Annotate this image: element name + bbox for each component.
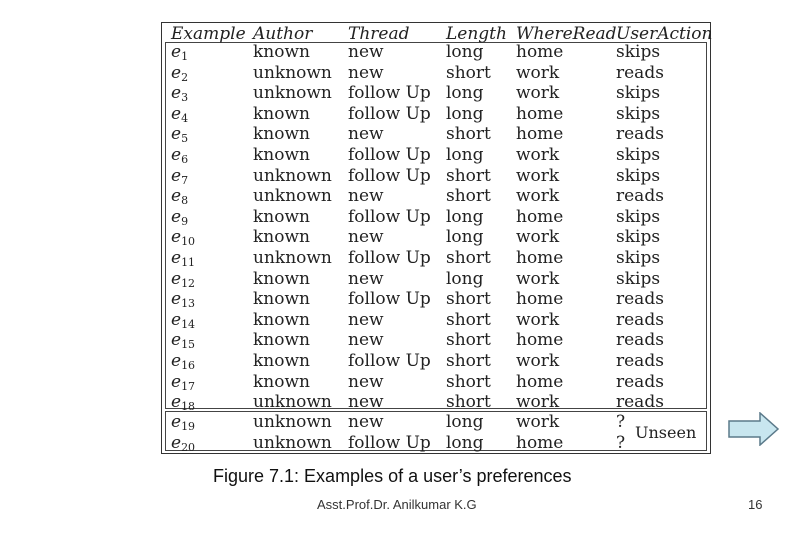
table-row-user-action: reads [616,124,664,145]
unseen-examples-box [165,411,707,451]
unseen-row-example: $e_{19}$ [171,412,196,433]
table-row-length: short [446,289,491,310]
table-row-author: unknown [253,248,332,268]
table-row-where-read: work [516,145,560,165]
table-row-thread: follow Up [348,83,431,104]
table-row-example: $e_3$ [171,83,189,105]
table-row-thread: follow Up [348,289,431,310]
table-row-author: known [253,42,310,62]
unseen-row-user-action: ? [616,433,626,453]
table-row-where-read: work [516,268,560,289]
table-row-author: unknown [253,62,332,83]
table-row-thread: new [348,186,384,207]
table-row-length: short [446,330,491,351]
table-row-example: $e_{17}$ [171,371,196,393]
table-row-user-action: skips [616,248,661,268]
table-row-user-action: skips [616,165,661,186]
table-row-author: unknown [253,392,332,413]
table-row-example: $e_{11}$ [171,248,196,269]
table-row-user-action: skips [616,145,661,165]
table-row-length: long [446,145,484,165]
table-row-author: known [253,103,310,124]
table-row-author: unknown [253,165,332,186]
unseen-row-author: unknown [253,433,332,453]
table-row-example: $e_7$ [171,165,189,187]
table-row-author: known [253,145,310,165]
column-header: UserAction [616,24,713,44]
table-row-length: short [446,186,491,207]
table-row-where-read: home [516,371,564,392]
unseen-row-thread: follow Up [348,433,431,453]
table-row-example: $e_{15}$ [171,330,196,352]
table-row-thread: follow Up [348,145,431,165]
table-row-where-read: work [516,83,560,104]
table-row-thread: new [348,62,384,83]
table-row-thread: new [348,227,384,248]
table-row-length: long [446,206,484,227]
table-row-example: $e_{13}$ [171,289,196,311]
table-row-example: $e_{14}$ [171,309,196,331]
table-row-example: $e_8$ [171,186,189,208]
table-row-user-action: reads [616,309,664,330]
table-row-user-action: reads [616,330,664,351]
table-row-length: long [446,42,484,62]
table-row-where-read: home [516,124,564,145]
table-row-user-action: reads [616,186,664,207]
caption-text: Figure 7.1: Examples of a user’s preferences [213,466,572,486]
table-row-user-action: skips [616,206,661,227]
table-row-user-action: reads [616,371,664,392]
table-row-where-read: work [516,351,560,371]
table-row-author: known [253,206,310,227]
table-row-user-action: reads [616,351,664,371]
table-row-where-read: home [516,330,564,351]
table-row-length: short [446,351,491,371]
table-row-thread: new [348,392,384,413]
table-row-thread: follow Up [348,103,431,124]
table-row-author: known [253,309,310,330]
table-row-length: long [446,227,484,248]
table-row-author: known [253,371,310,392]
unseen-label: Unseen [635,423,697,442]
table-row-length: short [446,124,491,145]
footer-author: Asst.Prof.Dr. Anilkumar K.G [317,497,477,512]
table-row-example: $e_4$ [171,103,189,125]
unseen-row-example: $e_{20}$ [171,433,196,454]
unseen-row-thread: new [348,412,384,432]
table-row-thread: follow Up [348,206,431,227]
table-row-length: short [446,165,491,186]
table-row-author: known [253,330,310,351]
table-row-where-read: work [516,186,560,207]
table-row-author: known [253,351,310,371]
table-row-thread: new [348,42,384,62]
table-row-where-read: home [516,289,564,310]
table-row-length: short [446,371,491,392]
table-row-example: $e_9$ [171,206,189,228]
table-row-thread: new [348,309,384,330]
table-row-thread: new [348,268,384,289]
table-row-where-read: work [516,309,560,330]
table-row-example: $e_{16}$ [171,351,196,372]
table-row-example: $e_5$ [171,124,189,146]
column-header: Thread [348,24,410,44]
table-row-user-action: skips [616,227,661,248]
page-number: 16 [748,497,763,512]
table-row-thread: follow Up [348,351,431,371]
table-row-thread: new [348,124,384,145]
table-row-author: known [253,268,310,289]
table-row-length: short [446,248,491,268]
column-header: Example [171,24,246,44]
table-row-example: $e_{10}$ [171,227,196,249]
table-row-user-action: reads [616,392,664,413]
table-row-author: known [253,227,310,248]
table-row-example: $e_{12}$ [171,268,196,290]
right-arrow-icon[interactable] [728,412,780,446]
table-row-thread: new [348,330,384,351]
table-row-where-read: work [516,227,560,248]
table-row-where-read: home [516,248,564,268]
table-row-length: short [446,309,491,330]
table-row-author: unknown [253,186,332,207]
table-row-example: $e_1$ [171,42,189,63]
unseen-row-length: long [446,412,484,432]
table-row-length: short [446,62,491,83]
table-row-user-action: skips [616,83,661,104]
table-row-where-read: work [516,62,560,83]
table-row-author: unknown [253,83,332,104]
table-row-user-action: skips [616,103,661,124]
column-header: Author [253,24,313,44]
table-row-user-action: reads [616,62,664,83]
unseen-row-where-read: home [516,433,564,453]
table-row-where-read: home [516,206,564,227]
table-row-where-read: home [516,103,564,124]
table-row-length: long [446,83,484,104]
table-row-where-read: work [516,165,560,186]
table-row-author: known [253,124,310,145]
unseen-row-user-action: ? [616,412,626,432]
table-row-example: $e_6$ [171,145,189,166]
unseen-row-where-read: work [516,412,560,432]
unseen-row-author: unknown [253,412,332,432]
table-row-length: long [446,103,484,124]
table-row-example: $e_{18}$ [171,392,196,414]
table-row-example: $e_2$ [171,62,189,84]
table-row-thread: follow Up [348,248,431,268]
column-header: WhereRead [516,24,617,44]
table-row-length: short [446,392,491,413]
table-row-thread: follow Up [348,165,431,186]
table-row-author: known [253,289,310,310]
table-row-thread: new [348,371,384,392]
table-row-user-action: reads [616,289,664,310]
table-row-where-read: work [516,392,560,413]
table-row-where-read: home [516,42,564,62]
column-header: Length [446,24,507,44]
table-row-user-action: skips [616,268,661,289]
unseen-row-length: long [446,433,484,453]
table-row-user-action: skips [616,42,661,62]
table-row-length: long [446,268,484,289]
